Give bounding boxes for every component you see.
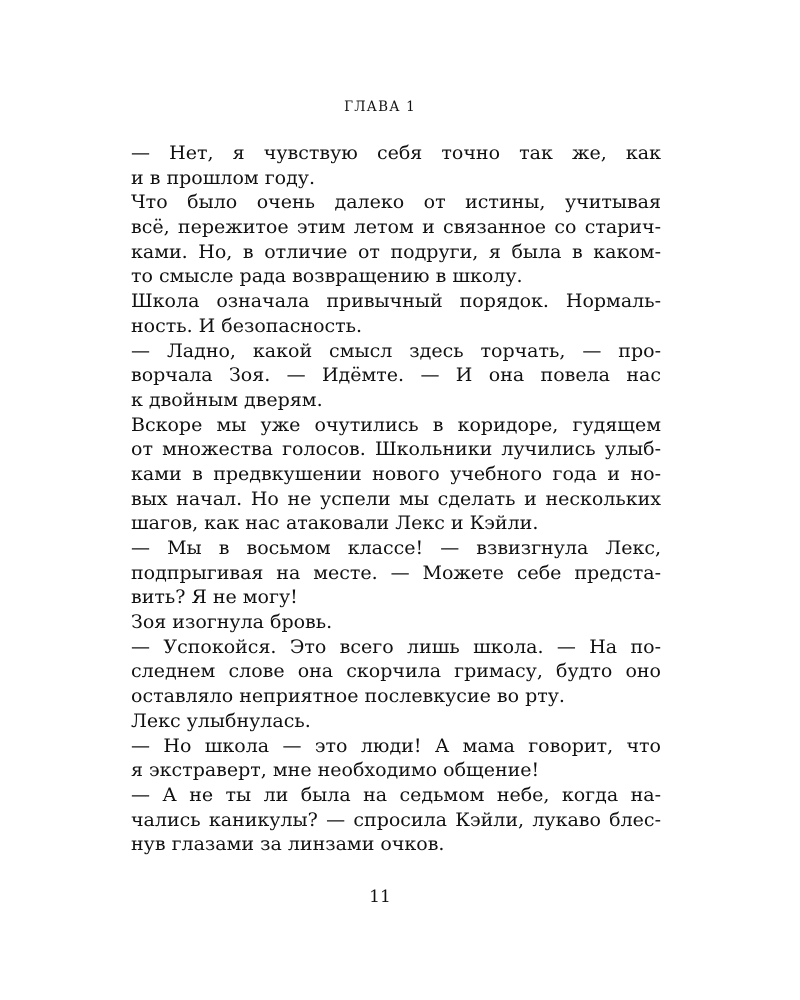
chapter-header: ГЛАВА 1 — [344, 99, 416, 115]
text-line: Школа означала привычный порядок. Нормаль- — [131, 290, 661, 313]
text-line: к двойным дверям. — [131, 388, 323, 411]
page-number: 11 — [369, 887, 391, 907]
text-line: вых начал. Но не успели мы сделать и нескольких — [131, 487, 661, 510]
text-line: ками. Но, в отличие от подруги, я была в каком- — [131, 240, 661, 263]
text-line: подпрыгивая на месте. — Можете себе предста- — [131, 561, 661, 584]
text-line: от множества голосов. Школьники лучились улыб- — [131, 438, 661, 461]
text-line: — Но школа — это люди! А мама говорит, что — [131, 734, 661, 757]
text-line: — Мы в восьмом классе! — взвизгнула Лекс, — [131, 537, 661, 559]
text-line: Что было очень далеко от истины, учитывая — [131, 191, 661, 214]
text-line: вить? Я не могу! — [131, 586, 298, 609]
text-line: — Успокойся. Это всего лишь школа. — На по- — [131, 635, 661, 658]
text-line: следнем слове она скорчила гримасу, будто оно — [131, 660, 661, 683]
text-line: Зоя изогнула бровь. — [131, 611, 333, 634]
text-line: чались каникулы? — спросила Кэйли, лукаво блес- — [131, 808, 661, 831]
text-line: то смысле рада возвращению в школу. — [131, 265, 523, 288]
text-line: я экстраверт, мне необходимо общение! — [131, 759, 540, 782]
body-text — [131, 141, 661, 857]
text-line: ность. И безопасность. — [131, 314, 363, 337]
text-line: ворчала Зоя. — Идёмте. — И она повела нас — [131, 364, 661, 387]
text-line: ками в предвкушении нового учебного года и но- — [131, 462, 661, 485]
text-line: Вскоре мы уже очутились в коридоре, гудящем — [131, 413, 661, 436]
text-line: оставляло неприятное послевкусие во рту. — [131, 685, 565, 708]
text-line: — А не ты ли была на седьмом небе, когда на- — [131, 783, 661, 806]
text-line: и в прошлом году. — [131, 166, 316, 189]
text-line: — Нет, я чувствую себя точно так же, как — [131, 142, 661, 164]
text-line: — Ладно, какой смысл здесь торчать, — про- — [131, 339, 661, 362]
text-line: Лекс улыбнулась. — [131, 709, 311, 732]
text-line: шагов, как нас атаковали Лекс и Кэйли. — [131, 512, 539, 535]
text-line: всё, пережитое этим летом и связанное со старич- — [131, 216, 661, 239]
text-line: нув глазами за линзами очков. — [131, 833, 445, 856]
